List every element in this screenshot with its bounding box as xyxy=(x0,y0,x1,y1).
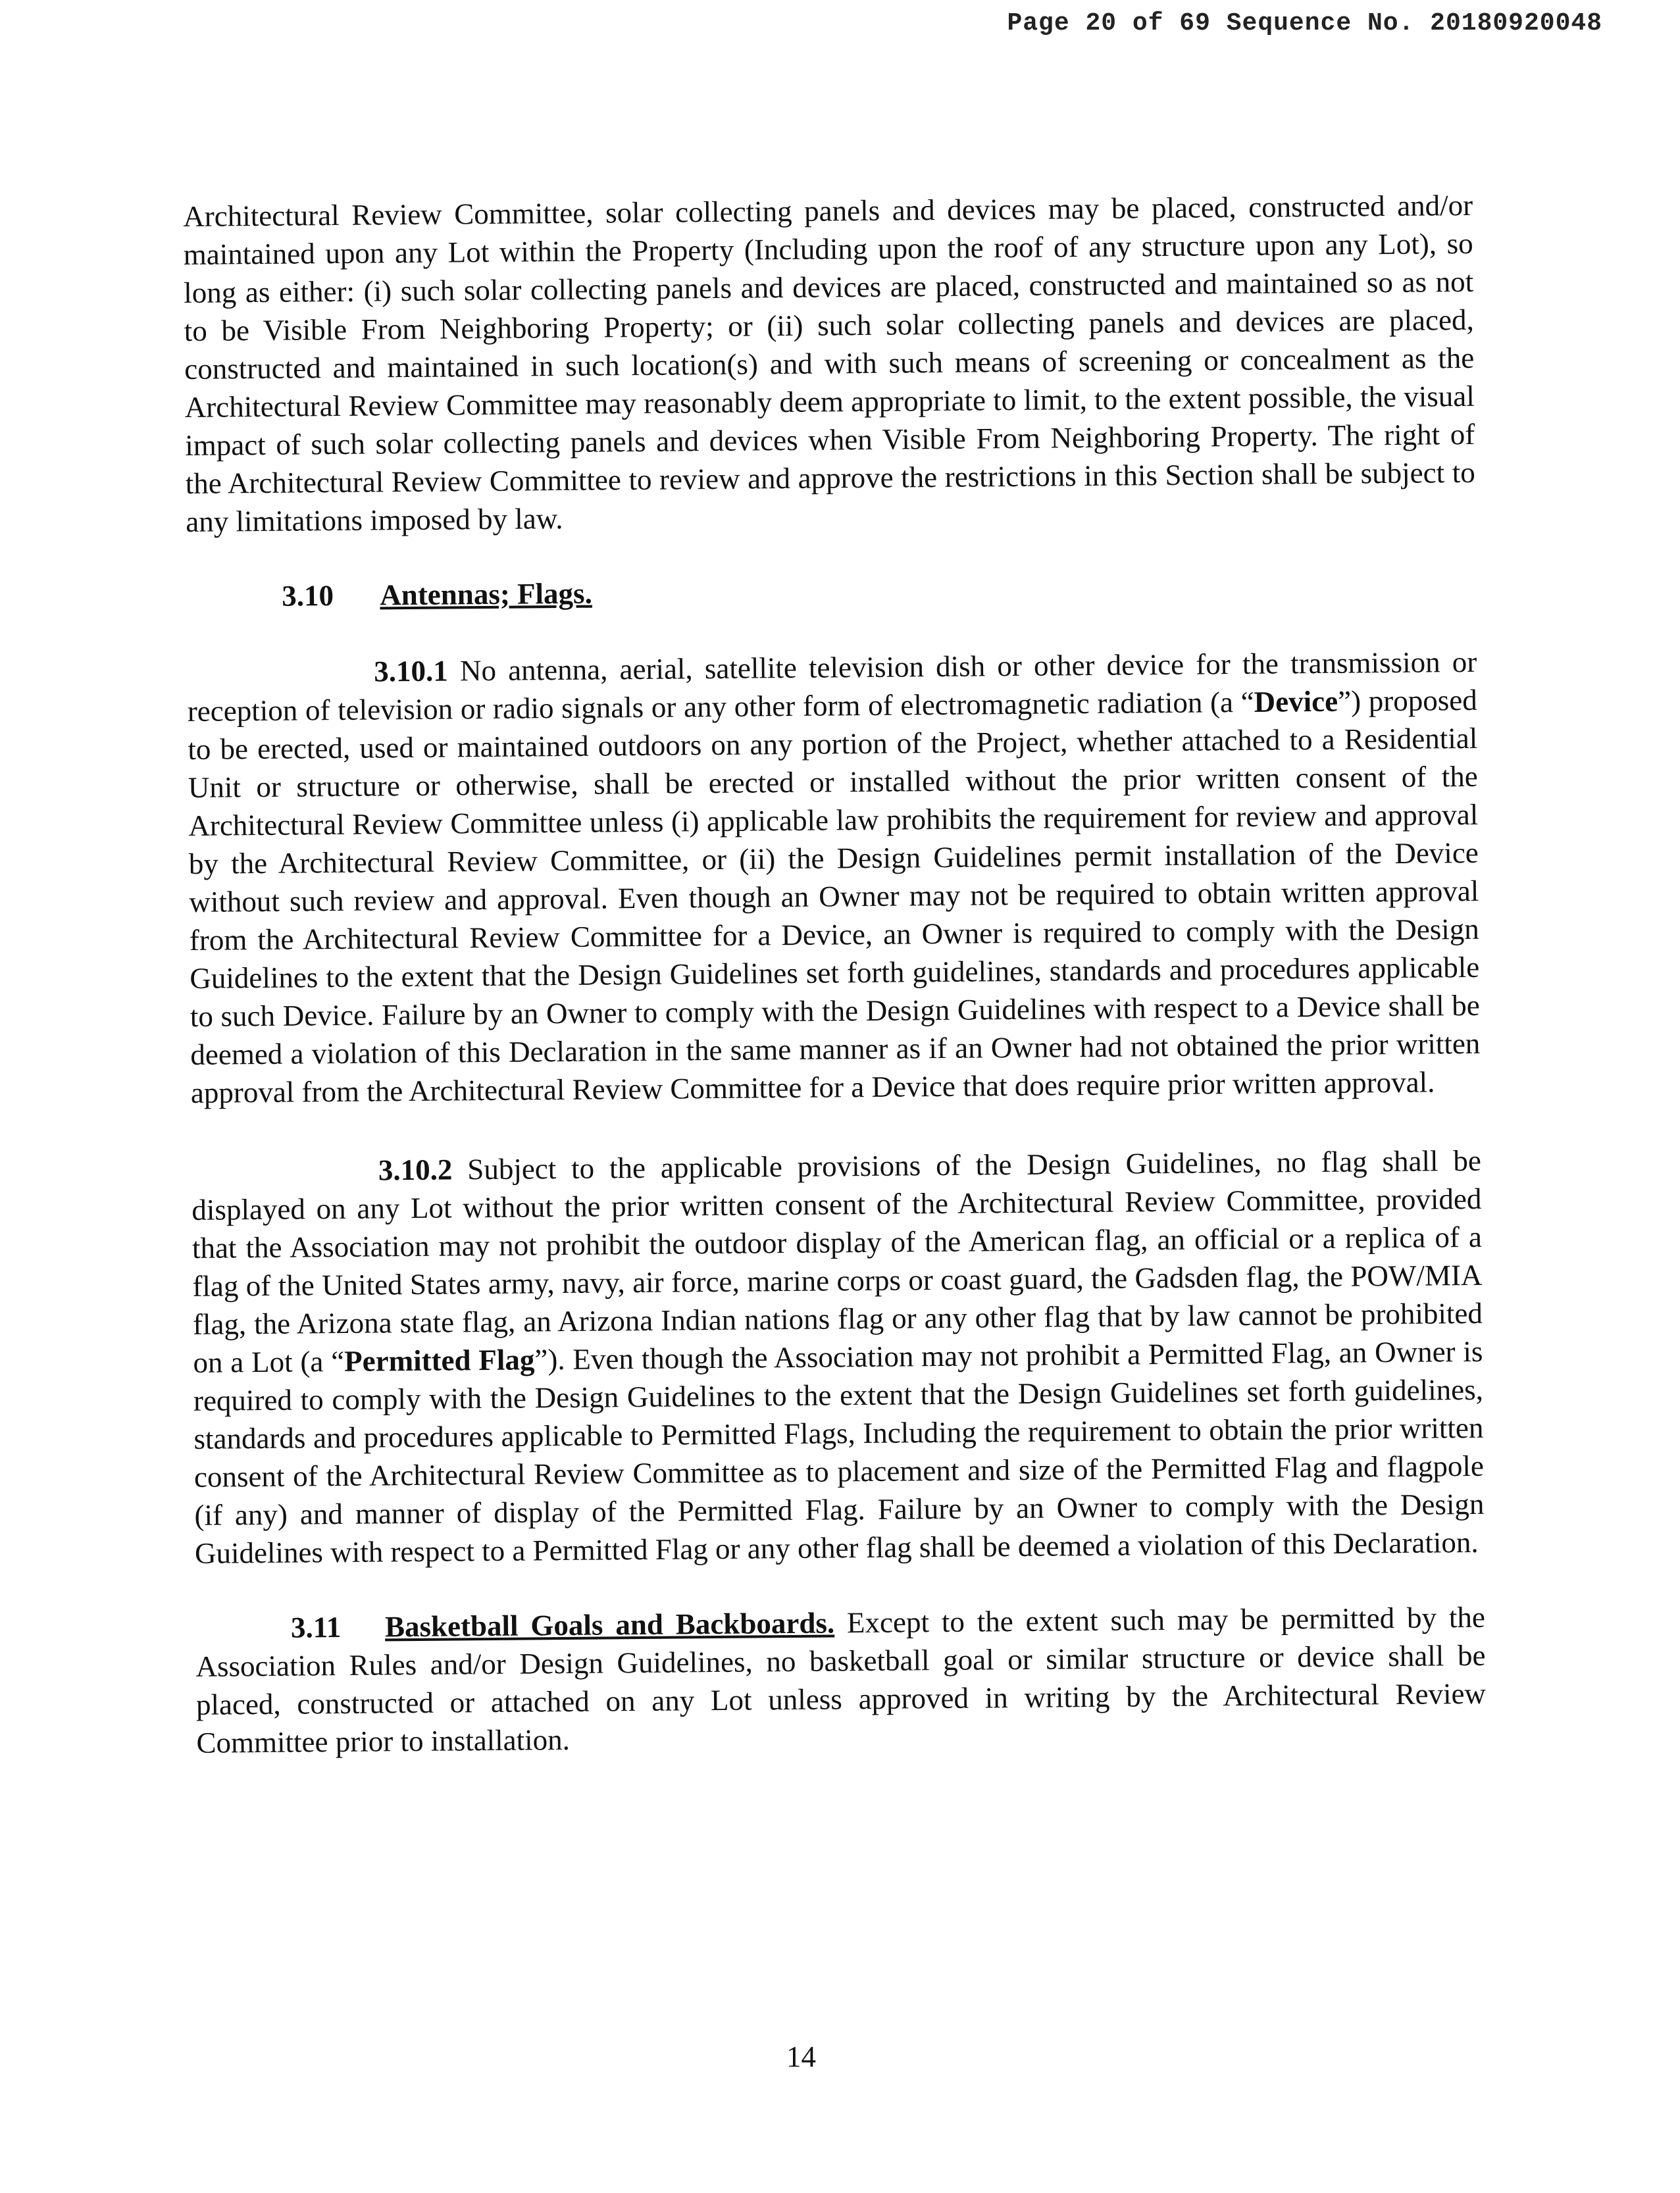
document-body xyxy=(183,186,1487,1762)
section-3-10-2-paragraph xyxy=(191,1142,1485,1573)
section-number: 3.10 xyxy=(282,579,334,613)
section-3-10-1-paragraph xyxy=(187,643,1481,1112)
subsection-number: 3.10.1 xyxy=(374,654,449,688)
paragraph-text: ”). Even though the Association may not prohibit a Permitted Flag, an Owner is required to comply with the Design Guidelines to the extent that the Design Guidelines set forth guidelines, standards and procedures applicable to Permitted Flags, Including the requirement to obtain the prior written consent of the Architectural Review Committee as to placement and size of the Permitted Flag and flagpole (if any) and manner of display of the Permitted Flag. Failure by an Owner to comply with the Design Guidelines with respect to a Permitted Flag or any other flag shall be deemed a violation of this Declaration. xyxy=(193,1334,1485,1570)
page-number: 14 xyxy=(786,2040,816,2073)
section-title: Antennas; Flags. xyxy=(380,576,593,612)
page-sequence-header: Page 20 of 69 Sequence No. 20180920048 xyxy=(1007,9,1602,38)
section-3-10-heading xyxy=(186,567,1476,616)
defined-term: Permitted Flag xyxy=(344,1343,535,1378)
intro-paragraph: Architectural Review Committee, solar collecting panels and devices may be placed, constructed and/or maintained upon any Lot within the Property (Including upon the roof of any structure upon any Lot), so long as either: (i) such solar collecting panels and devices are placed, constructed and maintained so as not to be Visible From Neighboring Property; or (ii) such solar collecting panels and devices are placed, constructed and maintained in such location(s) and with such means of screening or concealment as the Architectural Review Committee may reasonably deem appropriate to limit, to the extent possible, the visual impact of such solar collecting panels and devices when Visible From Neighboring Property. The right of the Architectural Review Committee to review and approve the restrictions in this Section shall be subject to any limitations imposed by law. xyxy=(183,188,1475,538)
section-title: Basketball Goals and Backboards. xyxy=(384,1606,835,1644)
paragraph-text: No antenna, aerial, satellite television dish or other device for the transmission or reception of television or radio signals or any other form of electromagnetic radiation (a “ xyxy=(187,645,1477,728)
section-number: 3.11 xyxy=(290,1610,342,1644)
subsection-number: 3.10.2 xyxy=(378,1153,453,1187)
defined-term: Device xyxy=(1254,684,1338,718)
paragraph-text: ”) proposed to be erected, used or maintained outdoors on any portion of the Project, whether attached to a Residential Unit or structure or otherwise, shall be erected or installed without the prior written consent of the Architectural Review Committee unless (i) applicable law prohibits the requirement for review and approval by the Architectural Review Committee, or (ii) the Design Guidelines permit installation of the Device without such review and approval. Even though an Owner may not be required to obtain written approval from the Architectural Review Committee for a Device, an Owner is required to comply with the Design Guidelines to the extent that the Design Guidelines set forth guidelines, standards and procedures applicable to such Device. Failure by an Owner to comply with the Design Guidelines with respect to a Device shall be deemed a violation of this Declaration in the same manner as if an Owner had not obtained the prior written approval from the Architectural Review Committee for a Device that does require prior written approval. xyxy=(188,683,1481,1109)
paragraph-text: Subject to the applicable provisions of the Design Guidelines, no flag shall be displayed on any Lot without the prior written consent of the Architectural Review Committee, provided that the Association may not prohibit the outdoor display of the American flag, an official or a replica of a flag of the United States army, navy, air force, marine corps or coast guard, the Gadsden flag, the POW/MIA flag, the Arizona state flag, an Arizona Indian nations flag or any other flag that by law cannot be prohibited on a Lot (a “ xyxy=(191,1144,1483,1379)
section-3-11-paragraph xyxy=(195,1598,1487,1762)
paragraph-text: Except to the extent such may be permitted by the Association Rules and/or Design Guidelines, no basketball goal or similar structure or device shall be placed, constructed or attached on any Lot unless approved in writing by the Architectural Review Committee prior to installation. xyxy=(195,1600,1487,1759)
